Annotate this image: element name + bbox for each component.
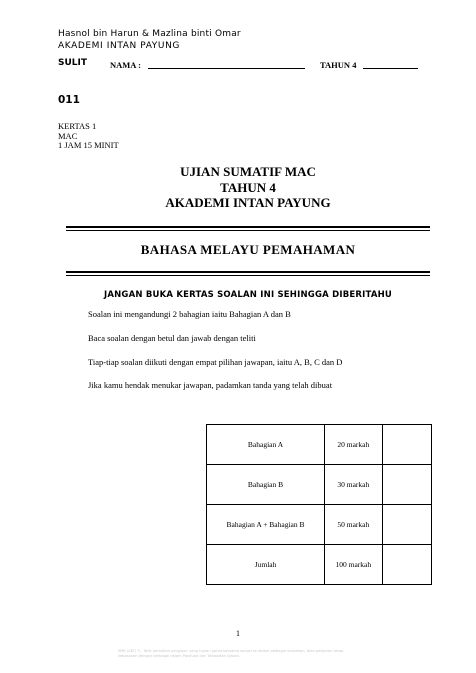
exam-title: [58, 164, 438, 211]
divider-bottom: [66, 271, 430, 276]
divider-top: [66, 226, 430, 231]
table-row: [207, 425, 432, 465]
month-label: MAC: [58, 130, 78, 141]
warning-text: JANGAN BUKA KERTAS SOALAN INI SEHINGGA DIBERITAHU: [103, 290, 393, 300]
table-row: [207, 465, 432, 505]
paper-info: [58, 122, 119, 151]
section-cell: Bahagian A + Bahagian B: [207, 505, 325, 545]
nama-field-line[interactable]: [148, 68, 305, 69]
instruction-2: Baca soalan dengan betul dan jawab dengan teliti: [88, 333, 256, 343]
tahun-field-line[interactable]: [363, 68, 418, 69]
instruction-3: Tiap-tiap soalan diikuti dengan empat pilihan jawapan, iaitu A, B, C dan D: [88, 357, 343, 367]
duration-label: 1 JAM 15 MINIT: [58, 140, 119, 150]
subject-title: BAHASA MELAYU PEMAHAMAN: [140, 242, 356, 257]
section-cell: Jumlah: [207, 545, 325, 585]
table-row: [207, 545, 432, 585]
marks-cell: 20 markah: [325, 425, 383, 465]
paper-code: 011: [58, 94, 80, 106]
marks-table: [206, 424, 432, 585]
instruction-1: Soalan ini mengandungi 2 bahagian iaitu Bahagian A dan B: [88, 309, 291, 319]
tahun-label: TAHUN 4: [320, 60, 357, 70]
score-cell[interactable]: [382, 545, 431, 585]
section-cell: Bahagian B: [207, 465, 325, 505]
score-cell[interactable]: [382, 425, 431, 465]
instruction-4: Jika kamu hendak menukar jawapan, padamkan tanda yang telah dibuat: [88, 380, 333, 390]
score-cell[interactable]: [382, 465, 431, 505]
footer-note: SMK (SKT) 3 - Tarik perhatian pengajar: sang tujuan pahat bersama sanijal ke dalam pelbagai sudahkan, bina pelajaran tetap kebosanan dengan berbagai dalam Panduan dan Tahapatan ulasan.: [118, 649, 344, 658]
exam-title-line-1: UJIAN SUMATIF MAC: [180, 164, 316, 179]
author-names: Hasnol bin Harun & Mazlina binti Omar: [58, 29, 241, 39]
kertas-label: KERTAS 1: [58, 121, 97, 131]
nama-label: NAMA :: [110, 60, 141, 70]
score-cell[interactable]: [382, 505, 431, 545]
marks-cell: 30 markah: [325, 465, 383, 505]
academy-name-header: AKADEMI INTAN PAYUNG: [58, 41, 180, 51]
page-number: 1: [236, 629, 240, 638]
exam-title-line-3: AKADEMI INTAN PAYUNG: [165, 195, 331, 210]
sulit-label: SULIT: [58, 58, 88, 68]
table-row: [207, 505, 432, 545]
marks-cell: 50 markah: [325, 505, 383, 545]
section-cell: Bahagian A: [207, 425, 325, 465]
exam-title-line-2: TAHUN 4: [220, 179, 276, 195]
marks-cell: 100 markah: [325, 545, 383, 585]
